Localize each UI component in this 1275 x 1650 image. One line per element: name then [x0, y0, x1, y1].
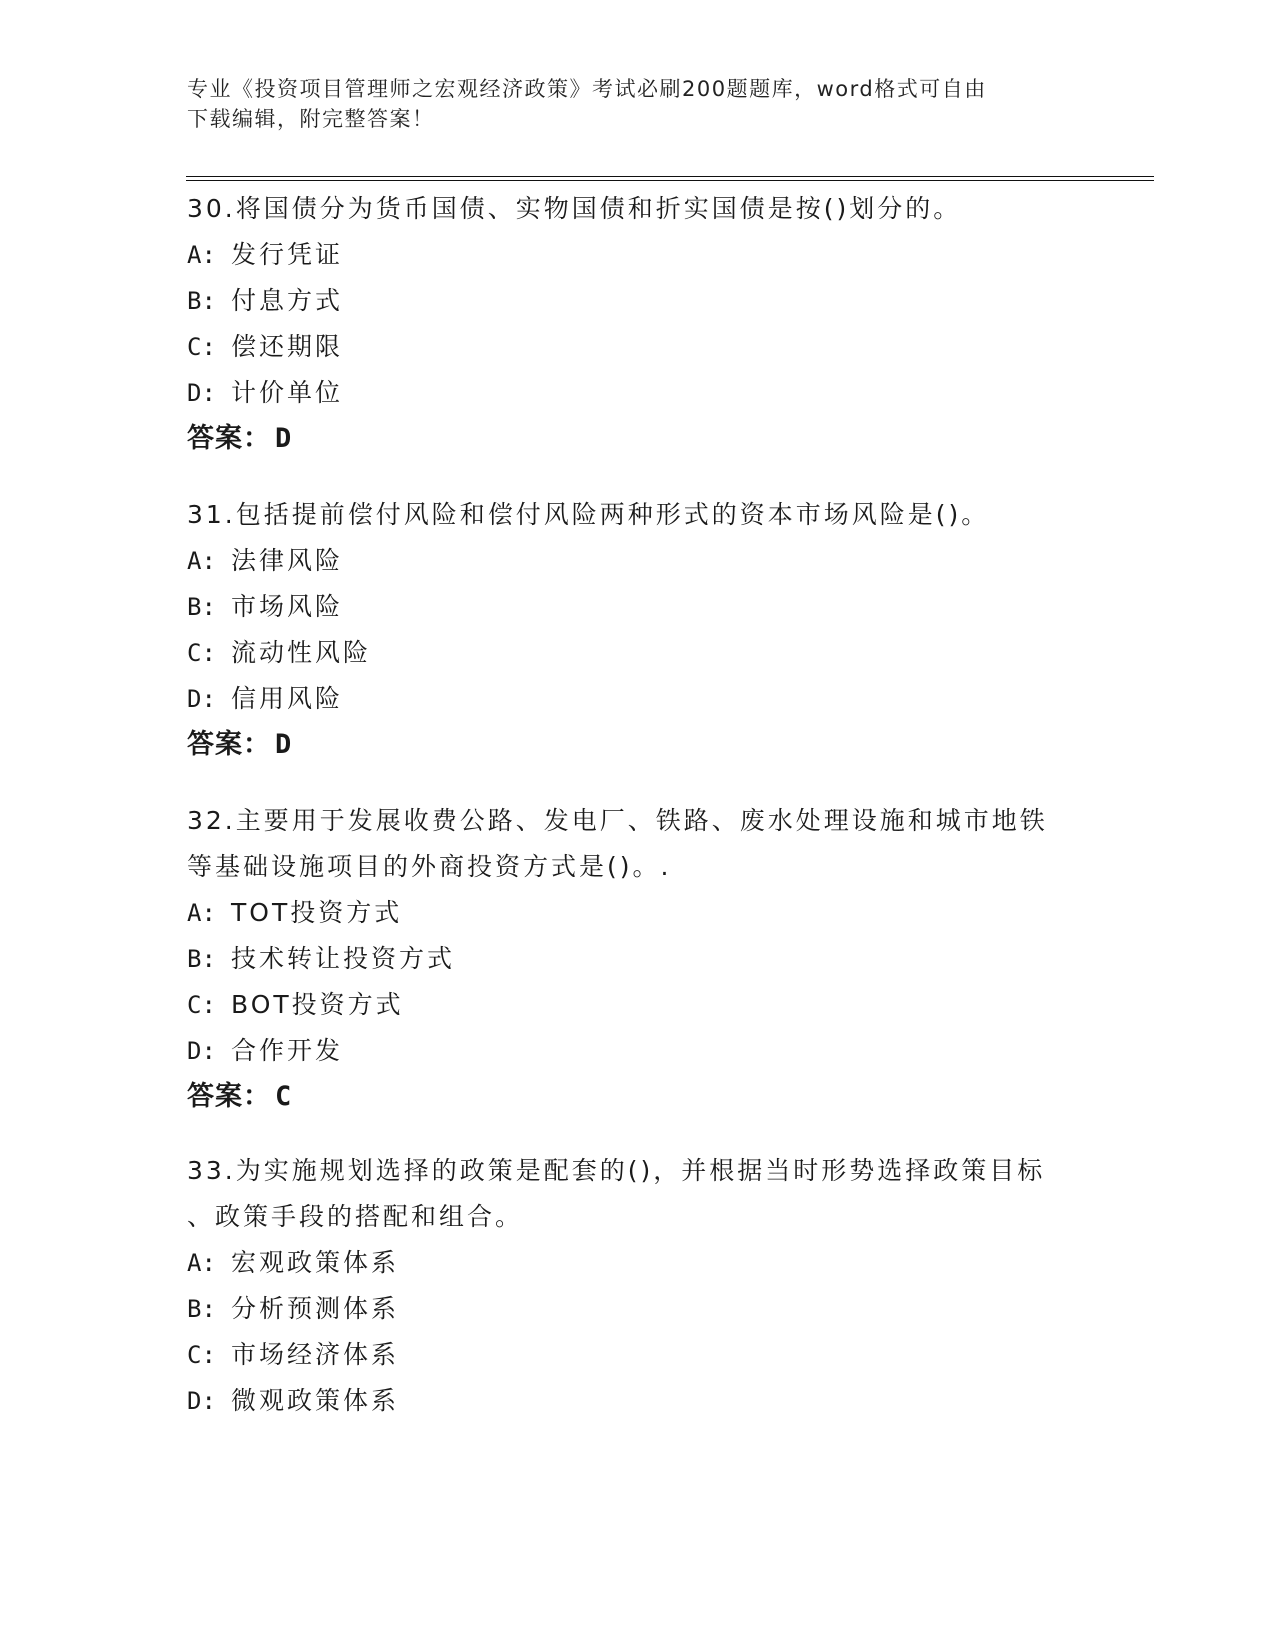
option-d: [187, 1028, 1087, 1074]
answer-line: [187, 416, 1087, 462]
option-letter: D:: [187, 1387, 216, 1415]
answer-value: C: [275, 1081, 293, 1112]
option-letter: C:: [187, 991, 216, 1019]
option-text: BOT投资方式: [231, 990, 404, 1019]
option-text: 市场经济体系: [231, 1340, 400, 1369]
option-a: [187, 890, 1087, 936]
option-letter: B:: [187, 287, 216, 315]
option-c: [187, 324, 1087, 370]
option-text: 技术转让投资方式: [231, 944, 456, 973]
option-letter: D:: [187, 379, 216, 407]
option-b: [187, 584, 1087, 630]
option-b: [187, 936, 1087, 982]
option-b: [187, 278, 1087, 324]
option-text: 宏观政策体系: [231, 1248, 400, 1277]
option-letter: D:: [187, 685, 216, 713]
option-c: [187, 982, 1087, 1028]
option-d: [187, 676, 1087, 722]
intro-line-2: 下载编辑，附完整答案！: [187, 107, 435, 131]
option-text: 合作开发: [231, 1036, 344, 1065]
answer-line: [187, 1074, 1087, 1120]
option-text: 付息方式: [231, 286, 344, 315]
option-text: 发行凭证: [231, 240, 344, 269]
option-text: 计价单位: [231, 378, 344, 407]
option-b: [187, 1286, 1087, 1332]
question-stem: 30.将国债分为货币国债、实物国债和折实国债是按()划分的。: [187, 194, 962, 223]
answer-value: D: [275, 729, 293, 760]
option-text: 分析预测体系: [231, 1294, 400, 1323]
question-33: [187, 1148, 1087, 1424]
option-text: 信用风险: [231, 684, 344, 713]
question-32: [187, 798, 1087, 1120]
option-letter: B:: [187, 945, 216, 973]
question-30: [187, 186, 1087, 462]
question-stem: 31.包括提前偿付风险和偿付风险两种形式的资本市场风险是()。: [187, 500, 990, 529]
question-stem-line-2: 、政策手段的搭配和组合。: [187, 1202, 524, 1231]
option-letter: A:: [187, 899, 216, 927]
option-d: [187, 1378, 1087, 1424]
document-intro: [187, 74, 1067, 134]
answer-label: 答案：: [187, 423, 271, 454]
option-d: [187, 370, 1087, 416]
option-letter: A:: [187, 1249, 216, 1277]
option-c: [187, 1332, 1087, 1378]
option-letter: C:: [187, 333, 216, 361]
question-31: [187, 492, 1087, 768]
intro-line-1: 专业《投资项目管理师之宏观经济政策》考试必刷200题题库，word格式可自由: [187, 77, 987, 101]
option-text: 市场风险: [231, 592, 344, 621]
answer-label: 答案：: [187, 1081, 271, 1112]
question-stem-line-1: 32.主要用于发展收费公路、发电厂、铁路、废水处理设施和城市地铁: [187, 806, 1048, 835]
option-text: 流动性风险: [231, 638, 372, 667]
question-stem-line-2: 等基础设施项目的外商投资方式是()。.: [187, 852, 672, 881]
option-letter: A:: [187, 241, 216, 269]
option-text: 偿还期限: [231, 332, 344, 361]
option-letter: D:: [187, 1037, 216, 1065]
answer-value: D: [275, 423, 293, 454]
option-c: [187, 630, 1087, 676]
option-a: [187, 538, 1087, 584]
option-letter: A:: [187, 547, 216, 575]
option-letter: B:: [187, 593, 216, 621]
option-letter: C:: [187, 639, 216, 667]
option-a: [187, 1240, 1087, 1286]
answer-line: [187, 722, 1087, 768]
option-letter: B:: [187, 1295, 216, 1323]
option-text: 法律风险: [231, 546, 344, 575]
option-letter: C:: [187, 1341, 216, 1369]
header-divider: [186, 176, 1154, 181]
option-text: TOT投资方式: [231, 898, 403, 927]
option-a: [187, 232, 1087, 278]
option-text: 微观政策体系: [231, 1386, 400, 1415]
question-stem-line-1: 33.为实施规划选择的政策是配套的()，并根据当时形势选择政策目标: [187, 1156, 1046, 1185]
answer-label: 答案：: [187, 729, 271, 760]
